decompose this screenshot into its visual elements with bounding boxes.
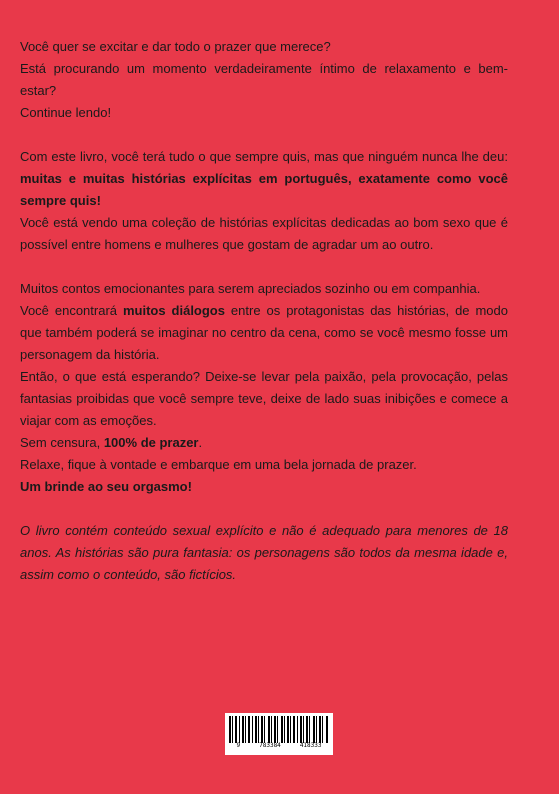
stories-line: Muitos contos emocionantes para serem apreciados sozinho ou em companhia.: [20, 281, 481, 296]
blurb-text: [20, 36, 508, 586]
toast-line: Um brinde ao seu orgasmo!: [20, 479, 192, 494]
intro-question-2: Está procurando um momento verdadeiramente íntimo de relaxamento e bem-estar?: [20, 61, 508, 98]
collection-description: Você está vendo uma coleção de histórias explícitas dedicadas ao bom sexo que é possível entre homens e mulheres que gostam de agradar um ao outro.: [20, 215, 508, 252]
barcode-digits: 9 783384 418333: [236, 742, 322, 749]
pleasure-highlight: 100% de prazer: [103, 435, 199, 450]
intro-call: Continue lendo!: [20, 105, 112, 120]
isbn-barcode: [225, 713, 333, 755]
disclaimer: O livro contém conteúdo sexual explícito e não é adequado para menores de 18 anos. As histórias são pura fantasia: os personagens são todos da mesma idade e, assim como o conteúdo, são fictícios.: [20, 523, 508, 582]
intro-question: Você quer se excitar e dar todo o prazer que merece?: [20, 39, 331, 54]
offer-highlight: muitas e muitas histórias explícitas em português, exatamente como você sempre quis!: [20, 171, 508, 208]
relax-line: Relaxe, fique à vontade e embarque em uma bela jornada de prazer.: [20, 457, 417, 472]
invitation-line: Então, o que está esperando? Deixe-se levar pela paixão, pela provocação, pelas fantasias proibidas que você sempre teve, deixe de lado suas inibições e comece a viajar com as emoções.: [20, 369, 508, 428]
barcode-bars: [229, 716, 329, 743]
dialogues-highlight: muitos diálogos: [122, 303, 225, 318]
uncensored-line: Sem censura, 100% de prazer.: [20, 435, 203, 450]
offer-paragraph: Com este livro, você terá tudo o que sempre quis, mas que ninguém nunca lhe deu: muitas e muitas histórias explícitas em português, exatamente como você sempre quis!: [20, 149, 508, 208]
dialogues-line: Você encontrará muitos diálogos entre os protagonistas das histórias, de modo que também poderá se imaginar no centro da cena, como se você mesmo fosse um personagem da história.: [20, 303, 508, 362]
